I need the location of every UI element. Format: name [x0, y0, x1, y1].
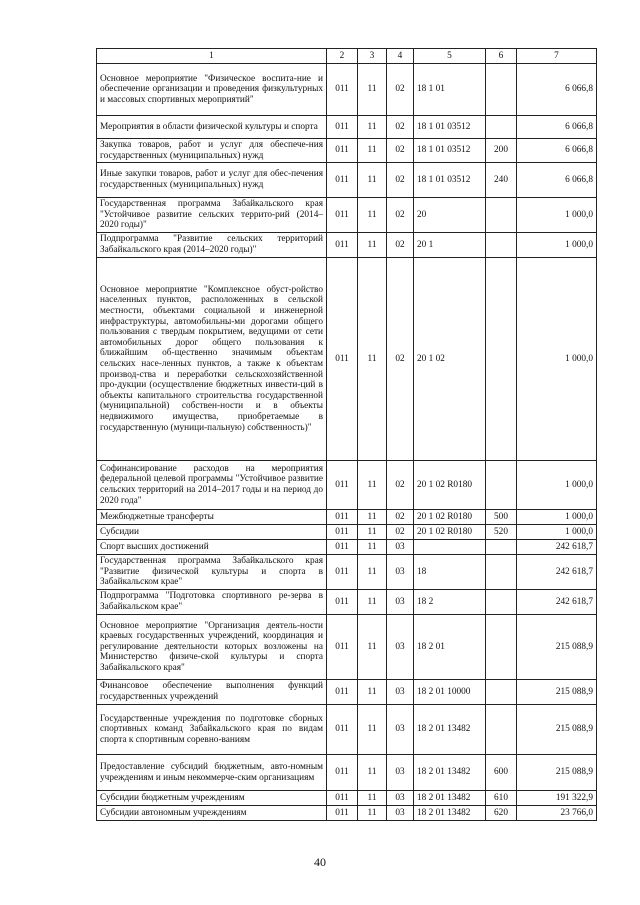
- row-col2: 011: [327, 590, 358, 615]
- row-name: Государственная программа Забайкальского края "Развитие физической культуры и спорта в Забайкальском крае": [97, 555, 327, 590]
- row-col6: [486, 64, 517, 116]
- row-col3: 11: [358, 791, 387, 806]
- table-row: [97, 791, 597, 806]
- row-col3: 11: [358, 461, 387, 510]
- row-col3: 11: [358, 525, 387, 540]
- row-col5: 18 1 01 03512: [414, 139, 486, 163]
- row-name: Субсидии: [97, 525, 327, 540]
- header-cell: 6: [486, 49, 517, 64]
- row-col5: 18 2 01 10000: [414, 680, 486, 705]
- row-col2: 011: [327, 791, 358, 806]
- row-name: Предоставление субсидий бюджетным, авто-номным учреждениям и иным некоммерче-ским организациям: [97, 755, 327, 791]
- row-col3: 11: [358, 755, 387, 791]
- row-name: Финансовое обеспечение выполнения функций государственных учреждений: [97, 680, 327, 705]
- table-row: [97, 555, 597, 590]
- table-row: [97, 64, 597, 116]
- row-col7: 1 000,0: [517, 510, 597, 525]
- row-col5: 18: [414, 555, 486, 590]
- row-col3: 11: [358, 806, 387, 821]
- row-col2: 011: [327, 233, 358, 258]
- table-row: [97, 198, 597, 233]
- row-name: Основное мероприятие "Организация деятель-ности краевых государственных учреждений, координация и регулирование деятельности которых возложены на Министерство физиче-ской культуры и спорта Забайкальского края": [97, 615, 327, 680]
- row-col7: 23 766,0: [517, 806, 597, 821]
- row-col6: 610: [486, 791, 517, 806]
- row-col5: 18 2 01 13482: [414, 755, 486, 791]
- row-col7: 242 618,7: [517, 555, 597, 590]
- row-col4: 03: [387, 615, 414, 680]
- row-col2: 011: [327, 755, 358, 791]
- table-row: [97, 806, 597, 821]
- row-col6: 620: [486, 806, 517, 821]
- row-col4: 03: [387, 680, 414, 705]
- row-name: Спорт высших достижений: [97, 540, 327, 555]
- table-row: [97, 461, 597, 510]
- row-col3: 11: [358, 258, 387, 461]
- table-row: [97, 615, 597, 680]
- row-col4: 03: [387, 555, 414, 590]
- row-col6: 520: [486, 525, 517, 540]
- row-col5: 18 1 01 03512: [414, 116, 486, 139]
- row-col4: 02: [387, 163, 414, 198]
- row-col5: 18 2 01 13482: [414, 806, 486, 821]
- row-col6: [486, 116, 517, 139]
- row-col2: 011: [327, 555, 358, 590]
- row-col2: 011: [327, 163, 358, 198]
- row-col3: 11: [358, 198, 387, 233]
- row-col6: [486, 615, 517, 680]
- row-name: Субсидии бюджетным учреждениям: [97, 791, 327, 806]
- row-col7: 6 066,8: [517, 139, 597, 163]
- row-col3: 11: [358, 233, 387, 258]
- row-col2: 011: [327, 198, 358, 233]
- row-col7: 215 088,9: [517, 705, 597, 755]
- table-row: [97, 525, 597, 540]
- row-col2: 011: [327, 139, 358, 163]
- row-col3: 11: [358, 64, 387, 116]
- row-col7: 6 066,8: [517, 116, 597, 139]
- table-row: [97, 258, 597, 461]
- row-col3: 11: [358, 116, 387, 139]
- row-col7: 1 000,0: [517, 198, 597, 233]
- row-col5: 20 1 02 R0180: [414, 525, 486, 540]
- row-col4: 02: [387, 510, 414, 525]
- row-col5: 20: [414, 198, 486, 233]
- header-row: [97, 49, 597, 64]
- row-name: Закупка товаров, работ и услуг для обеспече-ния государственных (муниципальных) нужд: [97, 139, 327, 163]
- row-col2: 011: [327, 116, 358, 139]
- row-col2: 011: [327, 680, 358, 705]
- header-cell: 2: [327, 49, 358, 64]
- row-col5: 18 2 01 13482: [414, 791, 486, 806]
- row-col5: 20 1: [414, 233, 486, 258]
- row-col6: [486, 198, 517, 233]
- row-col3: 11: [358, 680, 387, 705]
- row-name: Государственные учреждения по подготовке сборных спортивных команд Забайкальского края по видам спорта к спортивным соревно-ваниям: [97, 705, 327, 755]
- table-body: [97, 49, 597, 821]
- row-name: Основное мероприятие "Физическое воспита-ние и обеспечение организации и проведения физкультурных и массовых спортивных мероприятий": [97, 64, 327, 116]
- row-col6: [486, 540, 517, 555]
- row-col6: [486, 705, 517, 755]
- table-row: [97, 680, 597, 705]
- row-col5: 18 2 01 13482: [414, 705, 486, 755]
- row-col5: 18 2 01: [414, 615, 486, 680]
- table-row: [97, 233, 597, 258]
- row-col6: [486, 680, 517, 705]
- row-col3: 11: [358, 555, 387, 590]
- row-col6: [486, 555, 517, 590]
- row-col6: [486, 461, 517, 510]
- row-col3: 11: [358, 163, 387, 198]
- header-cell: 4: [387, 49, 414, 64]
- row-col4: 02: [387, 258, 414, 461]
- row-name: Иные закупки товаров, работ и услуг для обес-печения государственных (муниципальных) нужд: [97, 163, 327, 198]
- row-col4: 03: [387, 705, 414, 755]
- row-col3: 11: [358, 540, 387, 555]
- row-col3: 11: [358, 590, 387, 615]
- header-cell: 3: [358, 49, 387, 64]
- header-cell: 1: [97, 49, 327, 64]
- row-col4: 02: [387, 525, 414, 540]
- row-col2: 011: [327, 806, 358, 821]
- row-col7: 1 000,0: [517, 233, 597, 258]
- row-name: Субсидии автономным учреждениям: [97, 806, 327, 821]
- row-col4: 02: [387, 233, 414, 258]
- row-col4: 02: [387, 64, 414, 116]
- row-col7: 191 322,9: [517, 791, 597, 806]
- table-row: [97, 510, 597, 525]
- row-col2: 011: [327, 510, 358, 525]
- row-col7: 215 088,9: [517, 755, 597, 791]
- row-name: Основное мероприятие "Комплексное обуст-ройство населенных пунктов, расположенных в сельской местности, объектами социальной и инженерной инфраструктуры, автомобильны-ми дорогами общего пользования с твердым покрытием, ведущими от сети автомобильных дорог общего пользования к ближайшим об-щественно значимым объектам сельских насе-ленных пунктов, а также к объектам производ-ства и переработки сельскохозяйственной про-дукции (осуществление бюджетных инвести-ций в объекты капитального строительства государственной (муниципальной) собствен-ности и в объекты недвижимого имущества, приобретаемые в государственную (муници-пальную) собственность)": [97, 258, 327, 461]
- row-col6: [486, 233, 517, 258]
- row-col3: 11: [358, 705, 387, 755]
- row-col5: [414, 540, 486, 555]
- row-name: Подпрограмма "Подготовка спортивного ре-зерва в Забайкальском крае": [97, 590, 327, 615]
- row-col5: 18 2: [414, 590, 486, 615]
- row-name: Межбюджетные трансферты: [97, 510, 327, 525]
- row-col5: 20 1 02 R0180: [414, 510, 486, 525]
- row-col6: [486, 590, 517, 615]
- row-col2: 011: [327, 705, 358, 755]
- row-col7: 242 618,7: [517, 540, 597, 555]
- row-col4: 02: [387, 198, 414, 233]
- row-col7: 1 000,0: [517, 258, 597, 461]
- row-col2: 011: [327, 258, 358, 461]
- row-col5: 18 1 01: [414, 64, 486, 116]
- table-row: [97, 139, 597, 163]
- table-row: [97, 705, 597, 755]
- budget-table: [96, 48, 597, 821]
- row-col2: 011: [327, 461, 358, 510]
- row-col3: 11: [358, 510, 387, 525]
- row-col6: 200: [486, 139, 517, 163]
- row-col2: 011: [327, 64, 358, 116]
- row-col2: 011: [327, 525, 358, 540]
- row-col4: 02: [387, 116, 414, 139]
- row-col6: 500: [486, 510, 517, 525]
- row-col7: 215 088,9: [517, 615, 597, 680]
- table-row: [97, 540, 597, 555]
- row-col4: 03: [387, 755, 414, 791]
- row-col4: 02: [387, 461, 414, 510]
- row-col5: 18 1 01 03512: [414, 163, 486, 198]
- table-row: [97, 163, 597, 198]
- row-col7: 6 066,8: [517, 163, 597, 198]
- row-name: Подпрограмма "Развитие сельских территорий Забайкальского края (2014–2020 годы)": [97, 233, 327, 258]
- row-col6: [486, 258, 517, 461]
- row-col7: 6 066,8: [517, 64, 597, 116]
- row-col4: 03: [387, 806, 414, 821]
- row-col4: 02: [387, 139, 414, 163]
- row-col2: 011: [327, 615, 358, 680]
- row-col7: 1 000,0: [517, 525, 597, 540]
- table-row: [97, 590, 597, 615]
- header-cell: 7: [517, 49, 597, 64]
- row-col3: 11: [358, 139, 387, 163]
- row-name: Государственная программа Забайкальского края "Устойчивое развитие сельских террито-рий (2014–2020 годы)": [97, 198, 327, 233]
- header-cell: 5: [414, 49, 486, 64]
- table-row: [97, 755, 597, 791]
- row-col7: 215 088,9: [517, 680, 597, 705]
- row-name: Мероприятия в области физической культуры и спорта: [97, 116, 327, 139]
- row-name: Софинансирование расходов на мероприятия федеральной целевой программы "Устойчивое развитие сельских территорий на 2014–2017 годы и на период до 2020 года": [97, 461, 327, 510]
- row-col4: 03: [387, 540, 414, 555]
- row-col4: 03: [387, 590, 414, 615]
- row-col6: 600: [486, 755, 517, 791]
- row-col7: 242 618,7: [517, 590, 597, 615]
- page-number: 40: [314, 855, 326, 869]
- row-col5: 20 1 02: [414, 258, 486, 461]
- row-col4: 03: [387, 791, 414, 806]
- row-col7: 1 000,0: [517, 461, 597, 510]
- row-col2: 011: [327, 540, 358, 555]
- table-row: [97, 116, 597, 139]
- row-col5: 20 1 02 R0180: [414, 461, 486, 510]
- row-col6: 240: [486, 163, 517, 198]
- row-col3: 11: [358, 615, 387, 680]
